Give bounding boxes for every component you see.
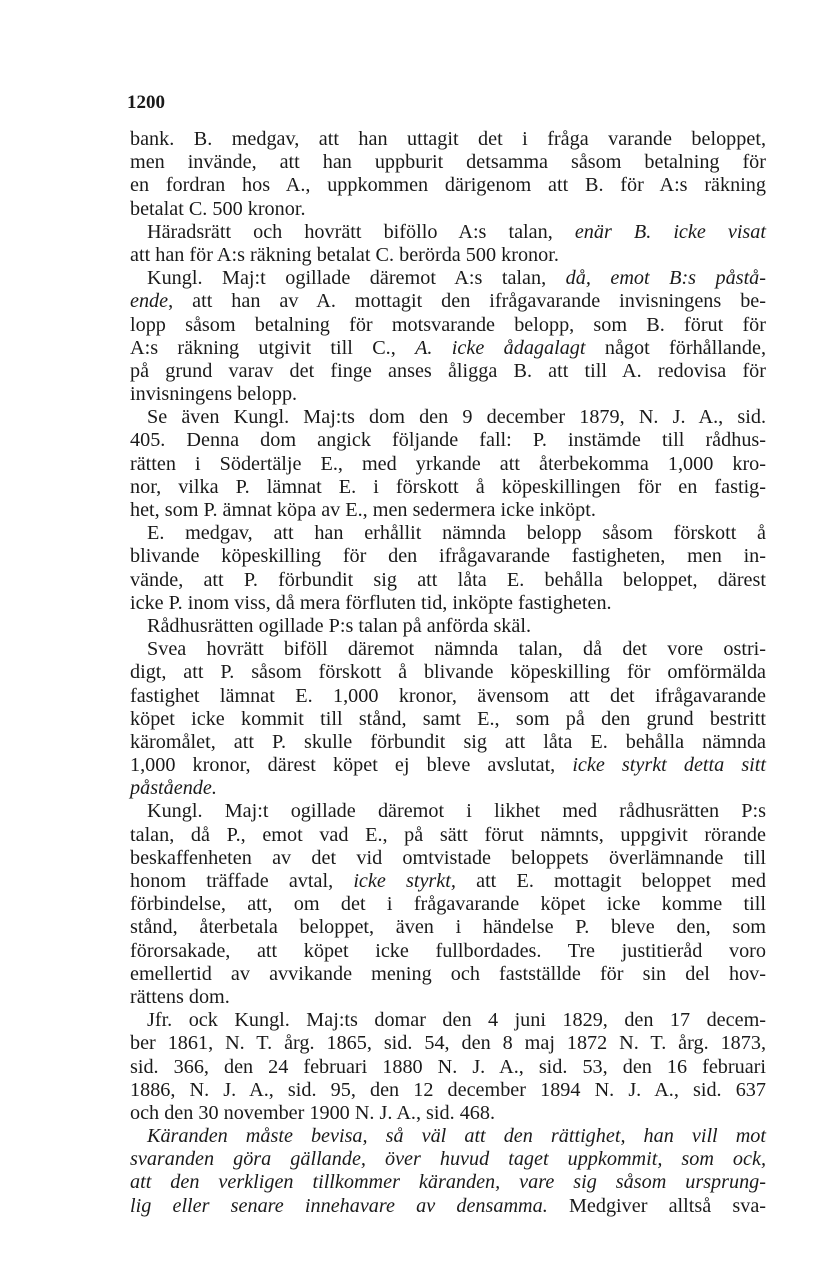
text-segment: rättens dom.: [130, 985, 230, 1008]
italic-segment: icke styrkt detta sitt: [572, 754, 767, 777]
text-segment: bank. B. medgav, att han uttagit det i fråga varande beloppet,: [130, 128, 766, 150]
text-line: [130, 290, 766, 313]
text-line: [130, 916, 766, 939]
text-line: [130, 221, 766, 244]
text-line: [130, 314, 766, 337]
text-line: [130, 128, 766, 151]
text-line: [130, 337, 766, 360]
italic-segment: Käranden måste bevisa, så väl att den rättighet, han vill mot: [147, 1125, 766, 1148]
text-line: [130, 1102, 766, 1125]
text-segment: köpet icke kommit till stånd, samt E., som på den grund bestritt: [130, 707, 766, 730]
text-line: [130, 198, 766, 221]
text-line: [130, 708, 766, 731]
text-line: [130, 986, 766, 1009]
italic-segment: enär B. icke visat: [574, 220, 766, 243]
text-segment: förorsakade, att köpet icke fullbordades. Tre justitieråd voro: [130, 939, 766, 962]
text-line: [130, 661, 766, 684]
text-line: [130, 476, 766, 499]
text-segment: att han för A:s räkning betalat C. berörda 500 kronor.: [130, 243, 559, 266]
page-number: 1200: [127, 92, 165, 113]
text-segment: emellertid av avvikande mening och fastställde för sin del hov-: [130, 962, 766, 985]
text-line: [130, 1125, 766, 1148]
text-line: [130, 360, 766, 383]
text-line: [130, 592, 766, 615]
text-line: [130, 267, 766, 290]
text-line: [130, 569, 766, 592]
italic-segment: svaranden göra gällande, över huvud taget uppkommit, som ock,: [130, 1148, 766, 1171]
italic-segment: ende: [130, 290, 169, 313]
text-line: [130, 499, 766, 522]
text-segment: blivande köpeskilling för den ifrågavarande fastigheten, men in-: [130, 545, 766, 568]
text-segment: förbindelse, att, om det i frågavarande köpet icke komme till: [130, 893, 766, 916]
text-line: [130, 406, 766, 429]
text-segment: en fordran hos A., uppkommen därigenom att B. för A:s räkning: [130, 174, 766, 197]
text-line: [130, 685, 766, 708]
italic-segment: lig eller senare innehavare av densamma.: [130, 1194, 548, 1217]
text-line: [130, 638, 766, 661]
text-segment: rätten i Södertälje E., med yrkande att återbekomma 1,000 kro-: [130, 452, 766, 475]
text-segment: Kungl. Maj:t ogillade däremot i likhet med rådhusrätten P:s: [147, 800, 766, 823]
text-segment: Jfr. ock Kungl. Maj:ts domar den 4 juni 1829, den 17 decem-: [147, 1009, 766, 1032]
text-segment: Medgiver alltså sva-: [547, 1194, 767, 1217]
text-segment: ber 1861, N. T. årg. 1865, sid. 54, den 8 maj 1872 N. T. årg. 1873,: [130, 1032, 766, 1055]
text-segment: , att han av A. mottagit den ifrågavarande invisningens be-: [168, 290, 766, 313]
text-line: [130, 824, 766, 847]
text-line: [130, 963, 766, 986]
text-segment: talan, då P., emot vad E., på sätt förut nämnts, uppgivit rörande: [130, 823, 766, 846]
text-line: [130, 1009, 766, 1032]
text-line: [130, 800, 766, 823]
text-segment: icke P. inom viss, då mera förfluten tid, inköpte fastigheten.: [130, 591, 612, 614]
text-line: [130, 1032, 766, 1055]
text-segment: och den 30 november 1900 N. J. A., sid. 468.: [130, 1101, 496, 1124]
text-line: [130, 777, 766, 800]
text-line: [130, 731, 766, 754]
text-line: [130, 1148, 766, 1171]
text-segment: digt, att P. såsom förskott å blivande köpeskilling för omförmälda: [130, 661, 766, 684]
text-segment: Kungl. Maj:t ogillade däremot A:s talan,: [147, 267, 566, 290]
text-segment: något förhållande,: [585, 336, 766, 359]
text-segment: sid. 366, den 24 februari 1880 N. J. A., sid. 53, den 16 februari: [130, 1055, 766, 1078]
italic-segment: påstående.: [130, 777, 217, 800]
text-segment: att E. mottagit beloppet med: [455, 870, 766, 892]
text-segment: lopp såsom betalning för motsvarande belopp, som B. förut för: [130, 313, 766, 336]
text-line: [130, 429, 766, 452]
text-line: [130, 615, 766, 638]
text-segment: betalat C. 500 kronor.: [130, 197, 306, 220]
text-line: [130, 174, 766, 197]
text-line: [130, 940, 766, 963]
text-segment: stånd, återbetala beloppet, även i händelse P. bleve den, som: [130, 916, 766, 939]
text-segment: Se även Kungl. Maj:ts dom den 9 december 1879, N. J. A., sid.: [147, 406, 766, 429]
body-text: [130, 128, 766, 1218]
text-segment: på grund varav det finge anses åligga B. att till A. redovisa för: [130, 359, 766, 382]
text-segment: 1,000 kronor, därest köpet ej bleve avslutat,: [130, 754, 573, 777]
text-line: [130, 1195, 766, 1218]
text-segment: A:s räkning utgivit till C.,: [130, 336, 416, 359]
text-segment: men invände, att han uppburit detsamma såsom betalning för: [130, 151, 766, 174]
text-line: [130, 1079, 766, 1102]
text-line: [130, 453, 766, 476]
text-line: [130, 754, 766, 777]
text-segment: E. medgav, att han erhållit nämnda belopp såsom förskott å: [147, 522, 766, 545]
text-line: [130, 151, 766, 174]
italic-segment: A. icke ådagalagt: [415, 336, 586, 359]
text-segment: 1886, N. J. A., sid. 95, den 12 december 1894 N. J. A., sid. 637: [130, 1078, 766, 1101]
text-segment: invisningens belopp.: [130, 383, 298, 406]
text-line: [130, 893, 766, 916]
text-line: [130, 522, 766, 545]
text-line: [130, 870, 766, 893]
italic-segment: då, emot B:s påstå-: [565, 267, 766, 290]
text-segment: Svea hovrätt biföll däremot nämnda talan, då det vore ostri-: [147, 638, 766, 661]
text-segment: honom träffade avtal,: [130, 870, 354, 892]
text-segment: 405. Denna dom angick följande fall: P. instämde till rådhus-: [130, 429, 766, 452]
text-line: [130, 383, 766, 406]
text-segment: vände, att P. förbundit sig att låta E. behålla beloppet, därest: [130, 568, 766, 591]
text-line: [130, 1171, 766, 1194]
text-segment: fastighet lämnat E. 1,000 kronor, ävensom att det ifrågavarande: [130, 684, 766, 707]
text-segment: het, som P. ämnat köpa av E., men sedermera icke inköpt.: [130, 499, 596, 521]
text-segment: nor, vilka P. lämnat E. i förskott å köpeskillingen för en fastig-: [130, 475, 766, 498]
text-line: [130, 545, 766, 568]
text-segment: beskaffenheten av det vid omtvistade beloppets överlämnande till: [130, 846, 766, 869]
italic-segment: icke styrkt,: [353, 870, 456, 892]
text-line: [130, 847, 766, 870]
italic-segment: att den verkligen tillkommer käranden, vare sig såsom ursprung-: [130, 1171, 766, 1194]
text-segment: Häradsrätt och hovrätt biföllo A:s talan,: [147, 220, 575, 243]
text-segment: käromålet, att P. skulle förbundit sig att låta E. behålla nämnda: [130, 730, 766, 753]
text-line: [130, 244, 766, 267]
text-segment: Rådhusrätten ogillade P:s talan på anförda skäl.: [147, 614, 532, 637]
text-line: [130, 1056, 766, 1079]
